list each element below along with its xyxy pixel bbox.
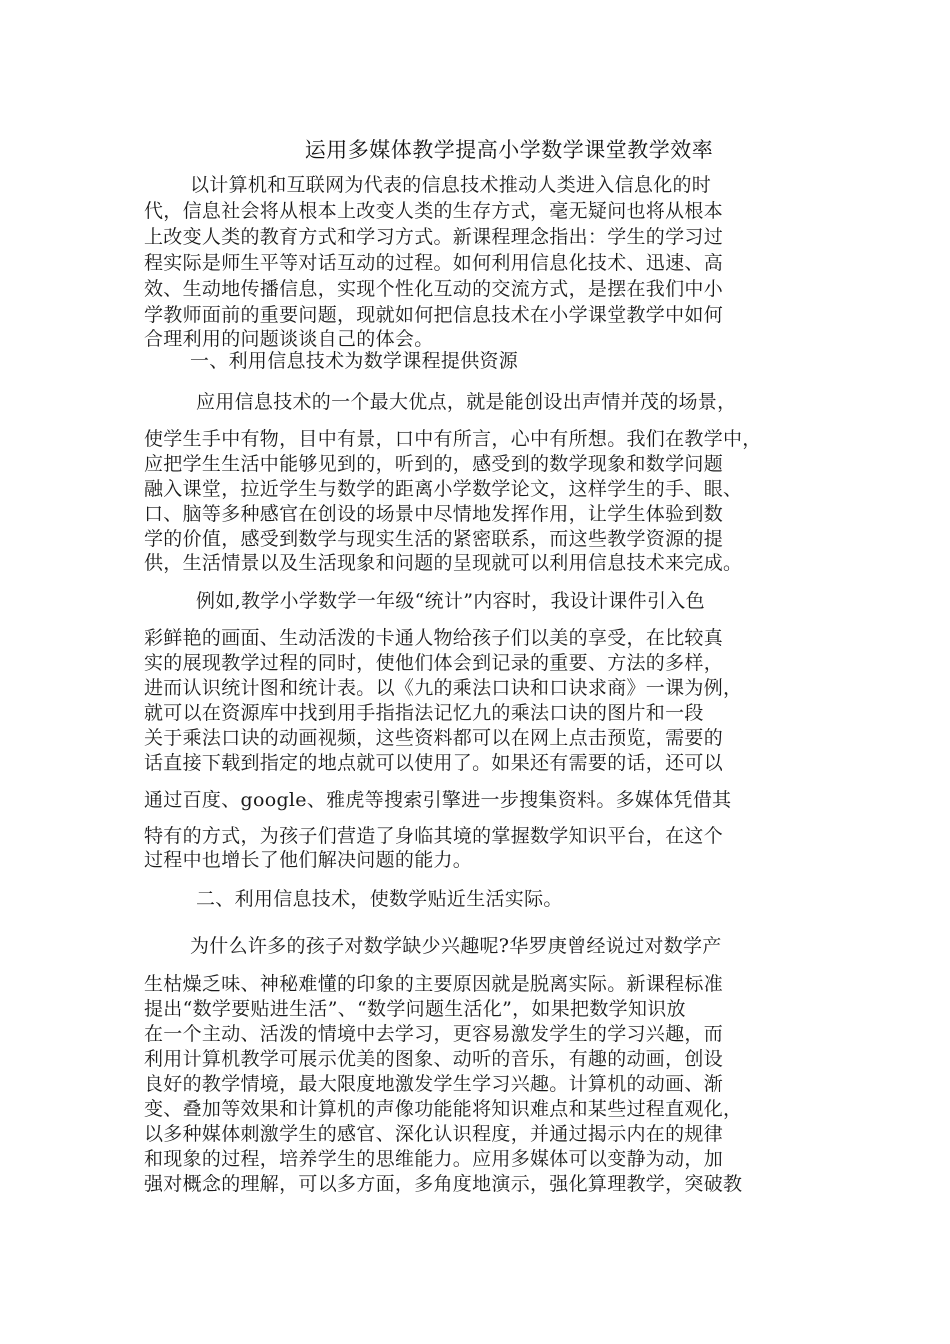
paragraph-line: 生枯燥乏味、神秘难懂的印象的主要原因就是脱离实际。新课程标准: [144, 973, 724, 995]
paragraph-line: 为什么许多的孩子对数学缺少兴趣呢?华罗庚曾经说过对数学产: [190, 935, 722, 957]
paragraph-line: 效、生动地传播信息，实现个性化互动的交流方式，是摆在我们中小: [144, 278, 724, 300]
document-title: 运用多媒体教学提高小学数学课堂教学效率: [304, 138, 714, 162]
paragraph-line: 特有的方式，为孩子们营造了身临其境的掌握数学知识平台，在这个: [144, 825, 724, 847]
paragraph-line: 使学生手中有物，目中有景，口中有所言，心中有所想。我们在教学中，: [144, 428, 762, 450]
paragraph-line: 实的展现教学过程的同时，使他们体会到记录的重要、方法的多样，: [144, 652, 724, 674]
paragraph-line: 学教师面前的重要问题，现就如何把信息技术在小学课堂教学中如何: [144, 304, 724, 326]
paragraph-line: 变、叠加等效果和计算机的声像功能能将知识难点和某些过程直观化，: [144, 1098, 743, 1120]
paragraph-line: 强对概念的理解，可以多方面，多角度地演示，强化算理教学，突破教: [144, 1173, 743, 1195]
paragraph-line: 和现象的过程，培养学生的思维能力。应用多媒体可以变静为动，加: [144, 1148, 724, 1170]
paragraph-line: 关于乘法口诀的动画视频，这些资料都可以在网上点击预览，需要的: [144, 727, 724, 749]
paragraph-line: 应用信息技术的一个最大优点，就是能创设出声情并茂的场景，: [196, 391, 737, 413]
paragraph-line: 口、脑等多种感官在创设的场景中尽情地发挥作用，让学生体验到数: [144, 503, 724, 525]
paragraph-line: 供，生活情景以及生活现象和问题的呈现就可以利用信息技术来完成。: [144, 552, 743, 574]
paragraph-line: 程实际是师生平等对话互动的过程。如何利用信息化技术、迅速、高: [144, 252, 724, 274]
paragraph-line: 代，信息社会将从根本上改变人类的生存方式，毫无疑问也将从根本: [144, 200, 724, 222]
paragraph-line: 合理利用的问题谈谈自己的体会。: [144, 328, 434, 350]
paragraph-line: 进而认识统计图和统计表。以《九的乘法口诀和口诀求商》一课为例，: [144, 677, 743, 699]
paragraph-line: 良好的教学情境，最大限度地激发学生学习兴趣。计算机的动画、渐: [144, 1073, 724, 1095]
paragraph-line: 通过百度、google、雅虎等搜索引擎进一步搜集资料。多媒体凭借其: [144, 789, 732, 811]
paragraph-line: 过程中也增长了他们解决问题的能力。: [144, 849, 473, 871]
section-heading: 二、利用信息技术，使数学贴近生活实际。: [196, 888, 563, 910]
paragraph-line: 话直接下载到指定的地点就可以使用了。如果还有需要的话，还可以: [144, 752, 724, 774]
section-heading: 一、利用信息技术为数学课程提供资源: [190, 350, 519, 372]
paragraph-line: 应把学生生活中能够见到的，听到的，感受到的数学现象和数学问题: [144, 453, 724, 475]
paragraph-line: 上改变人类的教育方式和学习方式。新课程理念指出：学生的学习过: [144, 226, 724, 248]
paragraph-line: 利用计算机教学可展示优美的图象、动听的音乐，有趣的动画，创设: [144, 1048, 724, 1070]
paragraph-line: 学的价值，感受到数学与现实生活的紧密联系，而这些教学资源的提: [144, 528, 724, 550]
paragraph-line: 提出“数学要贴进生活”、“数学问题生活化”，如果把数学知识放: [144, 998, 686, 1020]
paragraph-line: 例如,教学小学数学一年级“统计”内容时，我设计课件引入色: [196, 590, 705, 612]
paragraph-line: 融入课堂，拉近学生与数学的距离小学数学论文，这样学生的手、眼、: [144, 478, 743, 500]
paragraph-line: 以多种媒体刺激学生的感官、深化认识程度，并通过揭示内在的规律: [144, 1123, 724, 1145]
paragraph-line: 以计算机和互联网为代表的信息技术推动人类进入信息化的时: [190, 174, 712, 196]
paragraph-line: 在一个主动、活泼的情境中去学习，更容易激发学生的学习兴趣，而: [144, 1023, 724, 1045]
paragraph-line: 就可以在资源库中找到用手指指法记忆九的乘法口诀的图片和一段: [144, 702, 704, 724]
paragraph-line: 彩鲜艳的画面、生动活泼的卡通人物给孩子们以美的享受，在比较真: [144, 627, 724, 649]
